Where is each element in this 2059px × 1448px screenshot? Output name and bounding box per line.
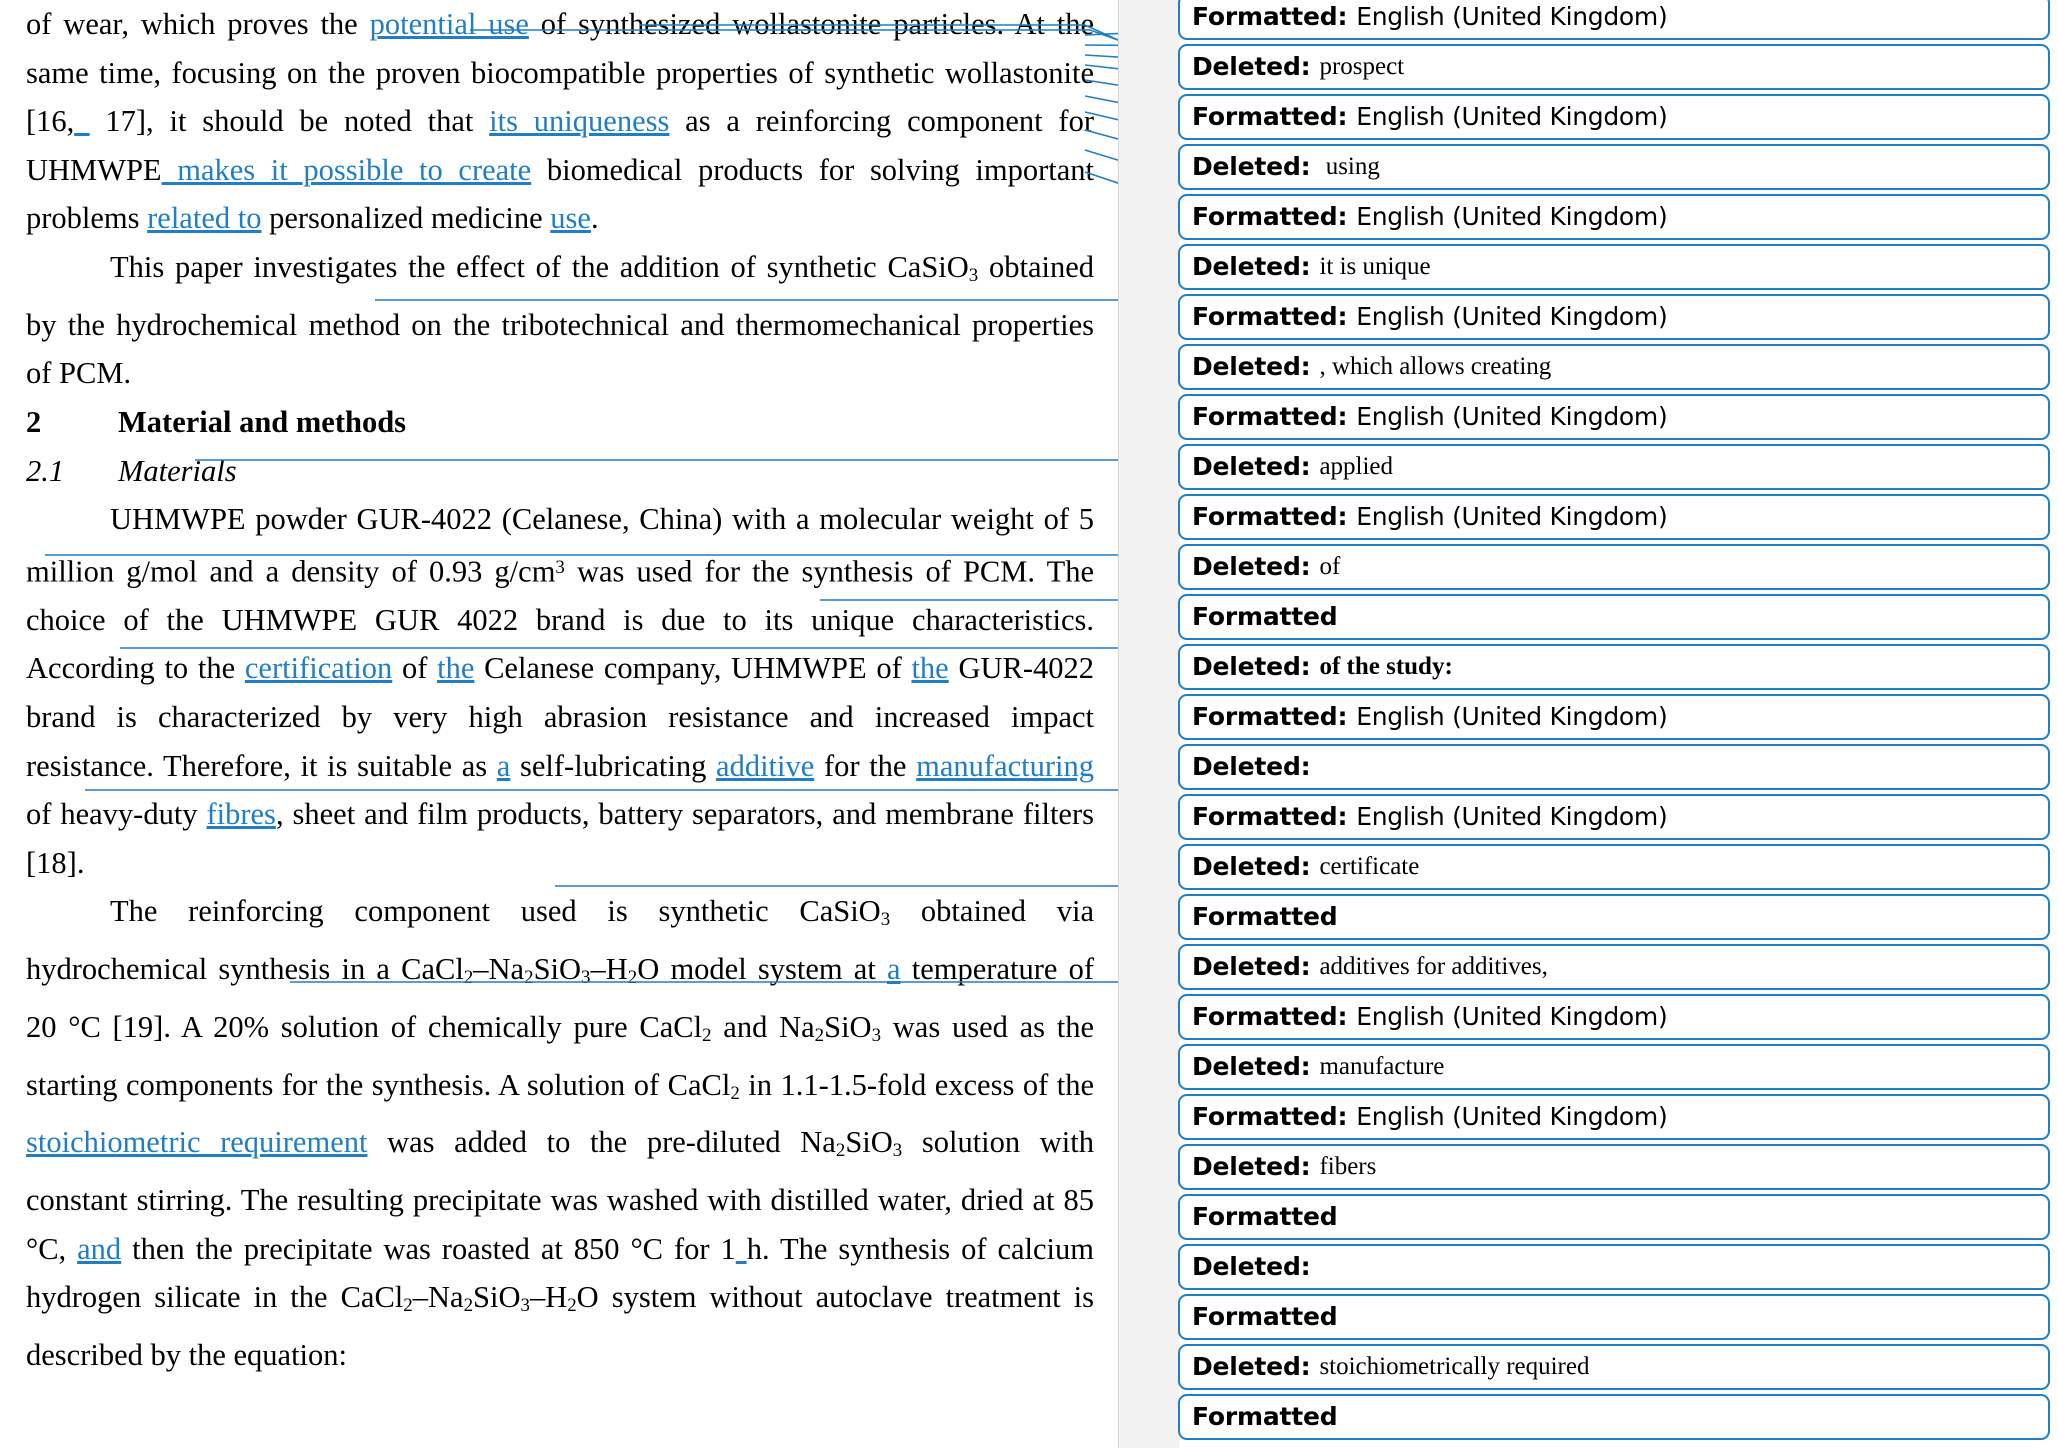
text-run: personalized medicine: [261, 201, 551, 236]
text-run: of: [392, 651, 438, 686]
text-run: in 1.1-1.5-fold excess of the: [739, 1067, 1095, 1102]
formatted-balloon[interactable]: [1178, 394, 2050, 440]
inserted-text: related to: [147, 201, 262, 236]
balloon-label: Deleted:: [1192, 352, 1311, 381]
deleted-balloon[interactable]: [1178, 1044, 2050, 1090]
balloon-text: English (United Kingdom): [1356, 102, 1668, 131]
balloon-label: Formatted:: [1192, 1102, 1348, 1131]
text-run: 2: [463, 1295, 474, 1317]
formatted-balloon[interactable]: [1178, 294, 2050, 340]
inserted-text: stoichiometric requirement: [26, 1125, 368, 1160]
formatted-balloon[interactable]: [1178, 0, 2050, 40]
heading-number: 2: [26, 404, 42, 439]
formatted-balloon[interactable]: [1178, 494, 2050, 540]
balloon-label: Formatted:: [1192, 202, 1348, 231]
text-run: –Na: [412, 1280, 464, 1315]
balloon-label: Formatted:: [1192, 502, 1348, 531]
formatted-balloon[interactable]: [1178, 1194, 2050, 1240]
balloon-text: of the study:: [1319, 652, 1453, 680]
section-heading-2: [26, 447, 1094, 496]
text-run: This paper investigates the effect of the addition of synthetic CaSiO: [110, 249, 969, 284]
section-heading-1: [26, 398, 1094, 447]
text-run: 3: [968, 265, 979, 287]
balloon-label: Deleted:: [1192, 52, 1311, 81]
balloon-text: English (United Kingdom): [1356, 802, 1668, 831]
text-run: was added to the pre-diluted Na: [367, 1125, 836, 1160]
formatted-balloon[interactable]: [1178, 594, 2050, 640]
inserted-text: use: [550, 201, 591, 236]
inserted-text: makes it possible to create: [161, 152, 532, 187]
text-run: 2: [627, 967, 638, 989]
deleted-balloon[interactable]: [1178, 144, 2050, 190]
heading-number: 2.1: [26, 453, 65, 488]
markup-balloon-list: [1178, 0, 2059, 1444]
balloon-label: Formatted: [1192, 1402, 1338, 1431]
inserted-text: the: [437, 651, 475, 686]
text-run: SiO: [824, 1009, 872, 1044]
balloon-label: Formatted:: [1192, 2, 1348, 31]
text-run: of synthesized wollastonite particles. At the same time, focusing on the proven biocompatible properties of synthetic wollastonite [16,: [26, 7, 1094, 139]
balloon-text: English (United Kingdom): [1356, 302, 1668, 331]
balloon-label: Formatted: [1192, 602, 1338, 631]
text-run: 2: [403, 1295, 413, 1317]
deleted-balloon[interactable]: [1178, 44, 2050, 90]
balloon-label: Deleted:: [1192, 252, 1311, 281]
paragraph: [26, 495, 1094, 887]
balloon-label: Deleted:: [1192, 1152, 1311, 1181]
text-run: 2: [814, 1025, 825, 1046]
balloon-label: Deleted:: [1192, 1052, 1311, 1081]
text-run: The reinforcing component used is synthetic CaSiO: [110, 894, 881, 929]
text-run: as a reinforcing component for UHMWPE: [26, 104, 1094, 187]
markup-gutter: [1118, 0, 1179, 1448]
text-run: SiO: [473, 1280, 521, 1315]
formatted-balloon[interactable]: [1178, 1094, 2050, 1140]
text-run: was used as the starting components for the synthesis. A solution of CaCl: [26, 1009, 1095, 1102]
heading-text: Material and methods: [118, 404, 407, 439]
balloon-text: English (United Kingdom): [1356, 402, 1668, 431]
balloon-text: English (United Kingdom): [1356, 2, 1668, 31]
inserted-text: and: [77, 1231, 122, 1266]
balloon-label: Formatted:: [1192, 102, 1348, 131]
text-run: and Na: [711, 1009, 815, 1044]
text-run: 3: [581, 967, 591, 989]
text-run: 3: [520, 1295, 530, 1317]
deleted-balloon[interactable]: [1178, 644, 2050, 690]
inserted-text: a: [496, 748, 511, 783]
text-run: 3: [871, 1025, 882, 1046]
inserted-text: [736, 1232, 747, 1266]
balloon-text: English (United Kingdom): [1356, 1102, 1668, 1131]
text-run: 2: [835, 1140, 846, 1162]
balloon-text: stoichiometrically required: [1319, 1352, 1590, 1380]
text-run: 3: [892, 1140, 903, 1162]
balloon-text: , which allows creating: [1319, 352, 1552, 380]
text-run: self-lubricating: [510, 748, 717, 783]
balloon-label: Deleted:: [1192, 852, 1311, 881]
balloon-label: Formatted: [1192, 1202, 1338, 1231]
text-run: SiO: [845, 1125, 893, 1160]
text-run: 2: [524, 967, 534, 989]
formatted-balloon[interactable]: [1178, 694, 2050, 740]
formatted-balloon[interactable]: [1178, 794, 2050, 840]
text-run: 2: [567, 1295, 577, 1317]
balloon-label: Formatted:: [1192, 302, 1348, 331]
heading-text: Materials: [118, 453, 237, 488]
deleted-balloon[interactable]: [1178, 1144, 2050, 1190]
text-run: –H: [529, 1280, 568, 1315]
balloon-label: Deleted:: [1192, 152, 1311, 181]
formatted-balloon[interactable]: [1178, 1294, 2050, 1340]
inserted-text: _: [74, 104, 90, 139]
balloon-label: Deleted:: [1192, 952, 1311, 981]
balloon-text: additives for additives,: [1319, 952, 1548, 980]
balloon-text: using: [1319, 152, 1380, 180]
balloon-label: Formatted:: [1192, 1002, 1348, 1031]
text-run: UHMWPE powder GUR-4022 (Celanese, China) with a molecular weight of 5 million: [26, 502, 1094, 589]
text-run: , sheet and film products, battery separators, and membrane filters [18].: [26, 797, 1094, 880]
deleted-balloon[interactable]: [1178, 344, 2050, 390]
text-run: O system without autoclave treatment is described by the equation:: [26, 1280, 1094, 1373]
text-run: of wear, which proves the: [26, 7, 370, 41]
inserted-text: certification: [244, 651, 393, 686]
formatted-balloon[interactable]: [1178, 194, 2050, 240]
balloon-text: English (United Kingdom): [1356, 702, 1668, 731]
balloon-text: fibers: [1319, 1152, 1377, 1180]
balloon-label: Formatted:: [1192, 802, 1348, 831]
text-run: obtained by the hydrochemical method on the tribotechnical and thermomechanical properties of PCM.: [26, 249, 1094, 391]
balloon-label: Deleted:: [1192, 752, 1311, 781]
text-run: 2: [702, 1025, 712, 1046]
text-run: GUR-4022 brand is characterized by very high abrasion resistance and increased impact resistance. Therefore, it is suitable as: [26, 651, 1094, 783]
text-run: biomedical products for solving important problems: [26, 152, 1095, 236]
text-run: g/mol: [126, 554, 198, 589]
deleted-balloon[interactable]: [1178, 1344, 2050, 1390]
balloon-label: Formatted: [1192, 1302, 1338, 1331]
text-run: 3: [880, 909, 891, 931]
balloon-label: Formatted:: [1192, 702, 1348, 731]
markup-balloon-pane: [1118, 0, 2059, 1448]
inserted-text: its uniqueness: [489, 104, 670, 139]
text-run: .: [590, 201, 599, 236]
text-run: was used for the synthesis of PCM. The choice of the UHMWPE GUR 4022 brand is due to its unique characteristics. According to the: [26, 554, 1094, 686]
deleted-balloon[interactable]: [1178, 244, 2050, 290]
balloon-text: English (United Kingdom): [1356, 502, 1668, 531]
inserted-text: potential use: [369, 7, 529, 41]
text-run: then the precipitate was roasted at 850 °C for 1: [121, 1231, 736, 1266]
inserted-text: a: [887, 952, 901, 987]
deleted-balloon[interactable]: [1178, 1244, 2050, 1290]
text-run: Celanese company, UHMWPE of: [474, 651, 912, 686]
text-run: 17], it should be noted that: [89, 104, 490, 139]
balloon-label: Deleted:: [1192, 1352, 1311, 1381]
balloon-label: Formatted:: [1192, 402, 1348, 431]
text-run: solution with constant stirring. The resulting precipitate was washed with distilled water, dried at 85 °C,: [26, 1125, 1095, 1266]
deleted-balloon[interactable]: [1178, 944, 2050, 990]
balloon-text: certificate: [1319, 852, 1420, 880]
inserted-text: additive: [716, 748, 815, 783]
balloon-text: applied: [1319, 452, 1394, 480]
balloon-text: English (United Kingdom): [1356, 202, 1668, 231]
balloon-label: Deleted:: [1192, 552, 1311, 581]
text-run: O model system at: [637, 952, 888, 987]
deleted-balloon[interactable]: [1178, 444, 2050, 490]
balloon-text: manufacture: [1319, 1052, 1445, 1080]
text-run: 3: [555, 556, 565, 578]
text-run: SiO: [533, 952, 582, 987]
deleted-balloon[interactable]: [1178, 544, 2050, 590]
balloon-text: of: [1319, 552, 1341, 580]
balloon-label: Deleted:: [1192, 1252, 1311, 1281]
balloon-label: Deleted:: [1192, 452, 1311, 481]
text-run: of heavy-duty: [26, 797, 207, 832]
balloon-text: prospect: [1319, 52, 1405, 80]
formatted-balloon[interactable]: [1178, 94, 2050, 140]
balloon-text: it is unique: [1319, 252, 1431, 280]
text-run: –H: [590, 952, 628, 987]
text-run: and a density of 0.93 g/cm: [197, 554, 556, 589]
deleted-balloon[interactable]: [1178, 744, 2050, 790]
balloon-text: English (United Kingdom): [1356, 1002, 1668, 1031]
formatted-balloon[interactable]: [1178, 894, 2050, 940]
deleted-balloon[interactable]: [1178, 844, 2050, 890]
balloon-label: Formatted: [1192, 902, 1338, 931]
text-run: –Na: [473, 952, 525, 987]
inserted-text: manufacturing: [916, 748, 1095, 783]
inserted-text: fibres: [206, 797, 276, 832]
formatted-balloon[interactable]: [1178, 994, 2050, 1040]
paragraph: [26, 243, 1094, 398]
text-run: h. The synthesis of calcium hydrogen silicate in the CaCl: [26, 1231, 1094, 1315]
inserted-text: the: [911, 651, 949, 686]
text-run: temperature of 20 °C [19]. A 20% solution of chemically pure CaCl: [26, 952, 1095, 1044]
text-run: for the: [814, 748, 917, 783]
balloon-label: Deleted:: [1192, 652, 1311, 681]
paragraph: [26, 887, 1094, 1379]
formatted-balloon[interactable]: [1178, 1394, 2050, 1440]
text-run: 2: [463, 967, 474, 989]
text-run: obtained via hydrochemical synthesis in a CaCl: [26, 894, 1094, 987]
text-run: 2: [730, 1082, 740, 1104]
paragraph: [26, 0, 1094, 243]
